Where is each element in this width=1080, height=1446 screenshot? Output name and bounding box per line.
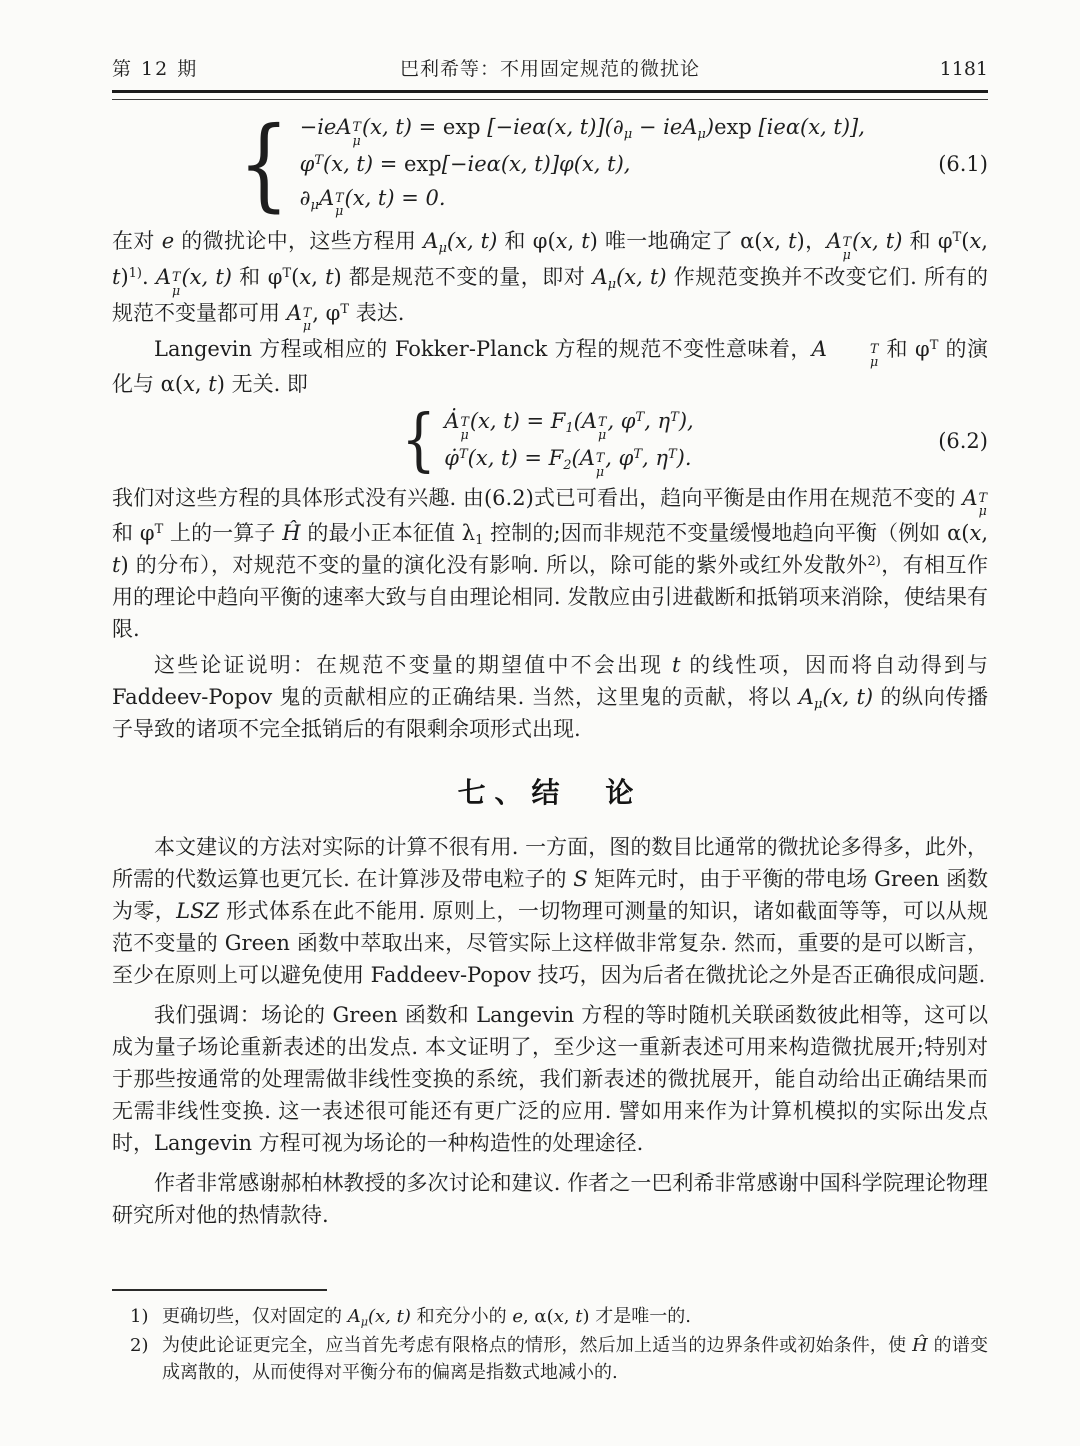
- footnote-marker: 1): [130, 1306, 149, 1328]
- equation-6-1-line-1: −ieA T μ (x, t) = exp [−ieα(x, $t)](\partial_\mu - ieA_\mu)\exp$ [ieα(x, t)],: [299, 115, 865, 148]
- equation-6-2-number: (6.2): [938, 429, 988, 454]
- footnote-text: 更确切些，仅对固定的 $A_\mu(x$, t) 和充分小的 e, α(x, t) 才是唯一的.: [162, 1306, 691, 1329]
- paragraph-gauge-invariants: 在对 e 的微扰论中，这些方程用 $A_\mu(x$, t) 和 φ(x, t) 唯一地确定了 α(x, t)，A T μ (x, t) 和 $\varphi^T(x$, t)$^{1)}$. A T μ (x, t) 和 $\varphi^T(x$, t) 都是规范不变的量，即对 $A_\mu(x$, t) 作规范变换并不改变它们. 所有的规范不变量都可用 A T μ , $\varphi^T$ 表达.: [112, 229, 988, 334]
- equation-6-1-line-3: $\partial_\mu A$ T μ (x, t) = 0.: [299, 185, 446, 219]
- equation-6-2-line-1: Ȧ T μ (x, $t) = F_1(A$ T μ , $\varphi^T$, $\eta^T$),: [444, 409, 694, 442]
- footnote-list: [112, 1303, 988, 1386]
- equation-6-2-line-2: φ̇$^T$(x, $t) = F_2(A$ T μ , $\varphi^T$, $\eta^T$).: [444, 446, 692, 479]
- header-rule: [112, 90, 988, 100]
- footnote-text: 为使此论证更完全，应当首先考虑有限格点的情形，然后加上适当的边界条件或初始条件，使 Ĥ 的谱变成离散的，从而使得对平衡分布的偏离是指数式地减小的.: [162, 1335, 988, 1384]
- equation-6-1: [112, 104, 988, 222]
- equation-6-2: [112, 401, 988, 481]
- footnote-rule: [112, 1289, 327, 1291]
- equation-6-1-line-2: $\varphi^T(x$, t) = exp[−ieα(x, t)]φ(x, t),: [299, 151, 631, 176]
- paragraph-equilibrium: 我们对这些方程的具体形式没有兴趣. 由(6.2)式已可看出，趋向平衡是由作用在规范不变的 A T μ 和 $\varphi^T$ 上的一算子 Ĥ 的最小正本征值 $\lambda_1$ 控制的;因而非规范不变量缓慢地趋向平衡（例如 α(x, t) 的分布），对规范不变的量的演化没有影响. 所以，除可能的紫外或红外发散外$^{2)}$，有相互作用的理论中趋向平衡的速率大致与自由理论相同. 发散应由引进截断和抵销项来消除，使结果有限.: [112, 485, 989, 642]
- acknowledgement-paragraph: 作者非常感谢郝柏林教授的多次讨论和建议. 作者之一巴利希非常感谢中国科学院理论物理研究所对他的热情款待.: [112, 1171, 988, 1228]
- equation-6-1-number: (6.1): [938, 151, 988, 176]
- paragraph-langevin: Langevin 方程或相应的 Fokker-Planck 方程的规范不变性意味着，A T μ 和 $\varphi^T$ 的演化与 α(x, t) 无关. 即: [112, 336, 988, 397]
- paragraph-faddeev-popov: 这些论证说明：在规范不变量的期望值中不会出现 t 的线性项，因而将自动得到与 Faddeev-Popov 鬼的贡献相应的正确结果. 当然，这里鬼的贡献，将以 $A_\mu(x$, t) 的纵向传播子导致的诸项不完全抵销后的有限剩余项形式出现.: [112, 653, 988, 742]
- header-page-number: 1181: [939, 58, 988, 80]
- conclusion-paragraph-1: 本文建议的方法对实际的计算不很有用. 一方面，图的数目比通常的微扰论多得多，此外，所需的代数运算也更冗长. 在计算涉及带电粒子的 S 矩阵元时，由于平衡的带电场 Green 函数为零，LSZ 形式体系在此不能用. 原则上，一切物理可测量的知识，诸如截面等等，可以从规范不变量的 Green 函数中萃取出来，尽管实际上这样做非常复杂. 然而，重要的是可以断言，至少在原则上可以避免使用 Faddeev-Popov 技巧，因为后者在微扰论之外是否正确很成问题.: [112, 835, 988, 988]
- left-brace: {: [238, 104, 290, 222]
- conclusion-paragraph-2: 我们强调：场论的 Green 函数和 Langevin 方程的等时随机关联函数彼此相等，这可以成为量子场论重新表述的出发点. 本文证明了，至少这一重新表述可用来构造微扰展开;特别对于那些按通常的处理需做非线性变换的系统，我们新表述的微扰展开，能自动给出正确结果而无需非线性变换. 这一表述很可能还有更广泛的应用. 譬如用来作为计算机模拟的实际出发点时，Langevin 方程可视为场论的一种构造性的处理途径.: [112, 1003, 988, 1156]
- header-issue-number: 第 12 期: [112, 58, 199, 80]
- running-header: [112, 54, 988, 81]
- footnote-item: [130, 1303, 988, 1330]
- footnote-item: [130, 1332, 988, 1386]
- section-heading-conclusion: 七、结 论: [457, 776, 643, 810]
- footnote-marker: 2): [130, 1335, 149, 1357]
- header-paper-title: 巴利希等：不用固定规范的微扰论: [399, 58, 700, 80]
- left-brace: {: [401, 401, 436, 481]
